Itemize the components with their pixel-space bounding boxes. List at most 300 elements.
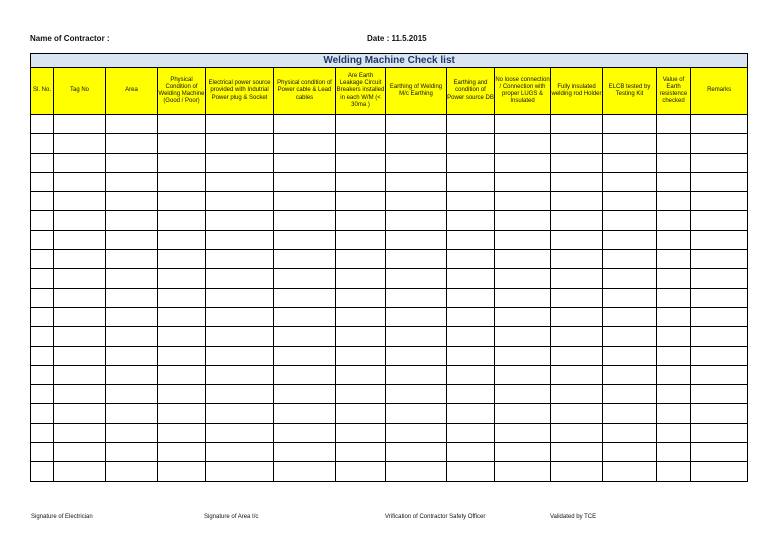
table-cell <box>106 423 158 442</box>
table-cell <box>657 288 691 307</box>
table-cell <box>657 365 691 384</box>
table-cell <box>691 288 748 307</box>
table-cell <box>274 365 336 384</box>
table-cell <box>495 423 551 442</box>
table-row <box>31 462 748 481</box>
table-cell <box>495 134 551 153</box>
table-cell <box>386 385 447 404</box>
table-cell <box>274 250 336 269</box>
table-cell <box>447 115 495 134</box>
table-cell <box>386 172 447 191</box>
table-cell <box>54 230 106 249</box>
table-cell <box>336 443 386 462</box>
table-cell <box>31 327 54 346</box>
table-cell <box>495 404 551 423</box>
table-cell <box>495 443 551 462</box>
contractor-name-label: Name of Contractor : <box>30 34 110 43</box>
table-cell <box>274 385 336 404</box>
table-cell <box>106 153 158 172</box>
table-cell <box>106 404 158 423</box>
table-cell <box>206 462 274 481</box>
table-cell <box>657 134 691 153</box>
table-cell <box>106 307 158 326</box>
table-row <box>31 385 748 404</box>
table-cell <box>158 192 206 211</box>
table-cell <box>206 269 274 288</box>
table-cell <box>691 153 748 172</box>
table-row <box>31 307 748 326</box>
column-header: Are Earth Leakage Circuit Breakers installed in each W/M (< 30ma ) <box>336 68 386 115</box>
table-cell <box>274 269 336 288</box>
table-cell <box>31 423 54 442</box>
table-cell <box>691 211 748 230</box>
table-cell <box>691 307 748 326</box>
table-cell <box>657 172 691 191</box>
table-cell <box>336 192 386 211</box>
table-cell <box>31 192 54 211</box>
table-cell <box>31 365 54 384</box>
table-cell <box>274 153 336 172</box>
table-cell <box>158 153 206 172</box>
table-cell <box>158 443 206 462</box>
table-cell <box>106 443 158 462</box>
table-cell <box>31 134 54 153</box>
table-cell <box>158 423 206 442</box>
welding-checklist-table <box>30 53 748 482</box>
table-cell <box>495 269 551 288</box>
table-cell <box>274 192 336 211</box>
table-cell <box>158 211 206 230</box>
table-cell <box>447 153 495 172</box>
table-cell <box>106 288 158 307</box>
table-row <box>31 327 748 346</box>
table-cell <box>657 192 691 211</box>
table-cell <box>274 327 336 346</box>
table-cell <box>274 307 336 326</box>
table-cell <box>386 288 447 307</box>
table-cell <box>54 443 106 462</box>
table-row <box>31 288 748 307</box>
table-cell <box>206 153 274 172</box>
table-cell <box>551 134 603 153</box>
table-cell <box>386 346 447 365</box>
table-cell <box>106 134 158 153</box>
table-cell <box>31 443 54 462</box>
table-cell <box>54 288 106 307</box>
table-cell <box>106 115 158 134</box>
table-cell <box>657 327 691 346</box>
table-cell <box>54 134 106 153</box>
table-cell <box>54 115 106 134</box>
table-cell <box>495 172 551 191</box>
table-cell <box>603 346 657 365</box>
table-cell <box>206 443 274 462</box>
table-cell <box>603 365 657 384</box>
table-cell <box>158 365 206 384</box>
table-cell <box>158 404 206 423</box>
table-cell <box>206 346 274 365</box>
column-header: Tag No <box>54 68 106 115</box>
table-cell <box>447 423 495 442</box>
table-cell <box>274 288 336 307</box>
table-cell <box>495 346 551 365</box>
table-cell <box>495 307 551 326</box>
table-row <box>31 423 748 442</box>
column-header: No loose connection / Connection with proper LUGS & Insulated <box>495 68 551 115</box>
table-cell <box>206 307 274 326</box>
table-cell <box>657 307 691 326</box>
table-cell <box>603 250 657 269</box>
table-cell <box>106 172 158 191</box>
table-cell <box>386 462 447 481</box>
table-cell <box>158 288 206 307</box>
table-cell <box>54 346 106 365</box>
table-cell <box>657 385 691 404</box>
table-cell <box>447 346 495 365</box>
table-cell <box>274 346 336 365</box>
table-cell <box>447 288 495 307</box>
column-header: Remarks <box>691 68 748 115</box>
table-cell <box>495 192 551 211</box>
column-header: Sl. No. <box>31 68 54 115</box>
table-cell <box>54 307 106 326</box>
table-cell <box>603 269 657 288</box>
table-cell <box>657 115 691 134</box>
table-cell <box>447 462 495 481</box>
table-cell <box>31 462 54 481</box>
table-cell <box>603 462 657 481</box>
table-cell <box>386 250 447 269</box>
table-cell <box>336 404 386 423</box>
table-row <box>31 346 748 365</box>
table-cell <box>386 192 447 211</box>
table-cell <box>495 385 551 404</box>
table-cell <box>551 365 603 384</box>
table-cell <box>31 385 54 404</box>
table-cell <box>551 153 603 172</box>
table-cell <box>657 443 691 462</box>
table-cell <box>206 192 274 211</box>
table-row <box>31 211 748 230</box>
table-cell <box>657 423 691 442</box>
table-cell <box>274 211 336 230</box>
table-cell <box>495 250 551 269</box>
area-ic-signature-label: Signature of Area I/c <box>204 514 259 520</box>
column-header: Earthing and condition of Power source DB <box>447 68 495 115</box>
table-cell <box>691 423 748 442</box>
table-cell <box>447 230 495 249</box>
electrician-signature-label: Signature of Electrician <box>31 514 93 520</box>
table-cell <box>158 230 206 249</box>
table-cell <box>106 250 158 269</box>
column-header: Value of Earth resistence checked <box>657 68 691 115</box>
checklist-body <box>31 115 748 482</box>
table-cell <box>447 269 495 288</box>
table-cell <box>657 211 691 230</box>
table-cell <box>447 192 495 211</box>
table-row <box>31 192 748 211</box>
table-cell <box>603 230 657 249</box>
table-cell <box>54 327 106 346</box>
table-cell <box>386 365 447 384</box>
table-cell <box>447 385 495 404</box>
table-cell <box>54 365 106 384</box>
table-cell <box>551 385 603 404</box>
table-cell <box>336 230 386 249</box>
table-cell <box>336 385 386 404</box>
table-cell <box>106 327 158 346</box>
table-cell <box>206 385 274 404</box>
table-cell <box>31 153 54 172</box>
table-cell <box>274 134 336 153</box>
table-cell <box>31 269 54 288</box>
column-header: Physical condition of Power cable & Lead cables <box>274 68 336 115</box>
table-cell <box>551 307 603 326</box>
table-cell <box>603 115 657 134</box>
table-cell <box>603 153 657 172</box>
column-header: ELCB tested by Testing Kit <box>603 68 657 115</box>
table-cell <box>691 404 748 423</box>
table-cell <box>386 115 447 134</box>
table-row <box>31 153 748 172</box>
table-cell <box>31 307 54 326</box>
table-cell <box>106 365 158 384</box>
table-cell <box>158 346 206 365</box>
date-label: Date : 11.5.2015 <box>367 34 427 43</box>
table-row <box>31 404 748 423</box>
table-cell <box>206 288 274 307</box>
table-cell <box>603 134 657 153</box>
table-cell <box>603 385 657 404</box>
table-cell <box>495 153 551 172</box>
table-cell <box>158 385 206 404</box>
table-cell <box>106 269 158 288</box>
table-cell <box>691 365 748 384</box>
table-row <box>31 172 748 191</box>
table-cell <box>106 192 158 211</box>
table-cell <box>603 443 657 462</box>
table-cell <box>336 307 386 326</box>
table-cell <box>386 423 447 442</box>
table-cell <box>495 230 551 249</box>
validated-by-label: Validated by TCE <box>550 514 597 520</box>
table-row <box>31 115 748 134</box>
table-cell <box>603 288 657 307</box>
table-cell <box>206 134 274 153</box>
table-cell <box>158 172 206 191</box>
table-cell <box>31 346 54 365</box>
column-header: Earthing of Welding M/c Earthing <box>386 68 447 115</box>
table-cell <box>386 443 447 462</box>
table-cell <box>657 269 691 288</box>
table-cell <box>336 153 386 172</box>
table-cell <box>106 230 158 249</box>
table-cell <box>206 172 274 191</box>
table-cell <box>447 172 495 191</box>
table-cell <box>386 404 447 423</box>
table-cell <box>691 192 748 211</box>
table-cell <box>106 346 158 365</box>
table-cell <box>54 385 106 404</box>
table-cell <box>551 327 603 346</box>
table-cell <box>386 327 447 346</box>
table-cell <box>336 172 386 191</box>
table-cell <box>106 385 158 404</box>
table-row <box>31 269 748 288</box>
column-header-row <box>31 68 748 115</box>
table-cell <box>336 134 386 153</box>
table-cell <box>336 423 386 442</box>
table-cell <box>158 327 206 346</box>
table-cell <box>691 462 748 481</box>
table-cell <box>54 192 106 211</box>
table-cell <box>206 404 274 423</box>
table-cell <box>447 404 495 423</box>
table-cell <box>657 462 691 481</box>
table-cell <box>691 385 748 404</box>
table-cell <box>336 115 386 134</box>
table-row <box>31 365 748 384</box>
table-cell <box>603 211 657 230</box>
table-cell <box>603 192 657 211</box>
table-cell <box>336 211 386 230</box>
table-cell <box>158 307 206 326</box>
table-cell <box>336 327 386 346</box>
table-cell <box>495 327 551 346</box>
column-header: Area <box>106 68 158 115</box>
table-cell <box>336 288 386 307</box>
table-cell <box>447 134 495 153</box>
table-cell <box>274 462 336 481</box>
table-cell <box>603 172 657 191</box>
table-cell <box>336 462 386 481</box>
table-cell <box>551 192 603 211</box>
table-cell <box>206 115 274 134</box>
table-cell <box>603 423 657 442</box>
table-cell <box>106 211 158 230</box>
table-cell <box>31 211 54 230</box>
table-cell <box>657 250 691 269</box>
table-cell <box>274 423 336 442</box>
table-cell <box>206 211 274 230</box>
table-cell <box>158 250 206 269</box>
table-cell <box>31 115 54 134</box>
table-cell <box>551 443 603 462</box>
table-cell <box>158 269 206 288</box>
table-cell <box>551 115 603 134</box>
table-cell <box>551 269 603 288</box>
table-cell <box>551 230 603 249</box>
table-cell <box>274 404 336 423</box>
table-cell <box>691 250 748 269</box>
table-cell <box>551 250 603 269</box>
table-cell <box>551 423 603 442</box>
table-cell <box>551 346 603 365</box>
table-cell <box>158 115 206 134</box>
table-cell <box>336 250 386 269</box>
table-cell <box>54 250 106 269</box>
table-cell <box>106 462 158 481</box>
table-cell <box>691 134 748 153</box>
table-cell <box>274 443 336 462</box>
table-cell <box>31 404 54 423</box>
table-cell <box>386 153 447 172</box>
column-header: Fully insulated welding rod Holder <box>551 68 603 115</box>
table-cell <box>691 115 748 134</box>
table-cell <box>54 172 106 191</box>
table-cell <box>447 443 495 462</box>
table-cell <box>657 346 691 365</box>
table-cell <box>158 462 206 481</box>
table-cell <box>447 307 495 326</box>
table-cell <box>447 327 495 346</box>
table-cell <box>551 404 603 423</box>
table-cell <box>54 211 106 230</box>
table-cell <box>206 423 274 442</box>
table-cell <box>274 172 336 191</box>
table-cell <box>206 250 274 269</box>
table-cell <box>495 115 551 134</box>
table-cell <box>54 153 106 172</box>
table-cell <box>54 404 106 423</box>
table-cell <box>447 365 495 384</box>
table-cell <box>206 230 274 249</box>
table-cell <box>386 230 447 249</box>
table-cell <box>691 269 748 288</box>
table-cell <box>386 134 447 153</box>
table-cell <box>657 153 691 172</box>
table-cell <box>158 134 206 153</box>
table-cell <box>31 288 54 307</box>
table-cell <box>386 269 447 288</box>
table-cell <box>657 404 691 423</box>
table-cell <box>495 462 551 481</box>
table-row <box>31 134 748 153</box>
table-cell <box>551 288 603 307</box>
table-cell <box>386 211 447 230</box>
safety-officer-verification-label: Vrification of Contractor Safety Officer <box>385 514 486 520</box>
table-cell <box>54 423 106 442</box>
table-cell <box>206 327 274 346</box>
table-cell <box>206 365 274 384</box>
table-cell <box>274 230 336 249</box>
table-cell <box>691 327 748 346</box>
table-row <box>31 230 748 249</box>
table-cell <box>691 346 748 365</box>
table-cell <box>603 327 657 346</box>
table-row <box>31 443 748 462</box>
table-cell <box>691 230 748 249</box>
column-header: Electrical power source provided with Indutrial Power plug & Socket <box>206 68 274 115</box>
checklist-title: Welding Machine Check list <box>31 54 748 68</box>
table-cell <box>551 462 603 481</box>
table-cell <box>31 250 54 269</box>
table-cell <box>603 307 657 326</box>
table-cell <box>495 288 551 307</box>
table-cell <box>54 269 106 288</box>
table-cell <box>551 211 603 230</box>
table-row <box>31 250 748 269</box>
table-cell <box>336 346 386 365</box>
table-cell <box>447 211 495 230</box>
table-cell <box>691 172 748 191</box>
table-cell <box>495 211 551 230</box>
table-cell <box>31 230 54 249</box>
table-cell <box>336 269 386 288</box>
table-cell <box>603 404 657 423</box>
table-cell <box>657 230 691 249</box>
table-cell <box>386 307 447 326</box>
